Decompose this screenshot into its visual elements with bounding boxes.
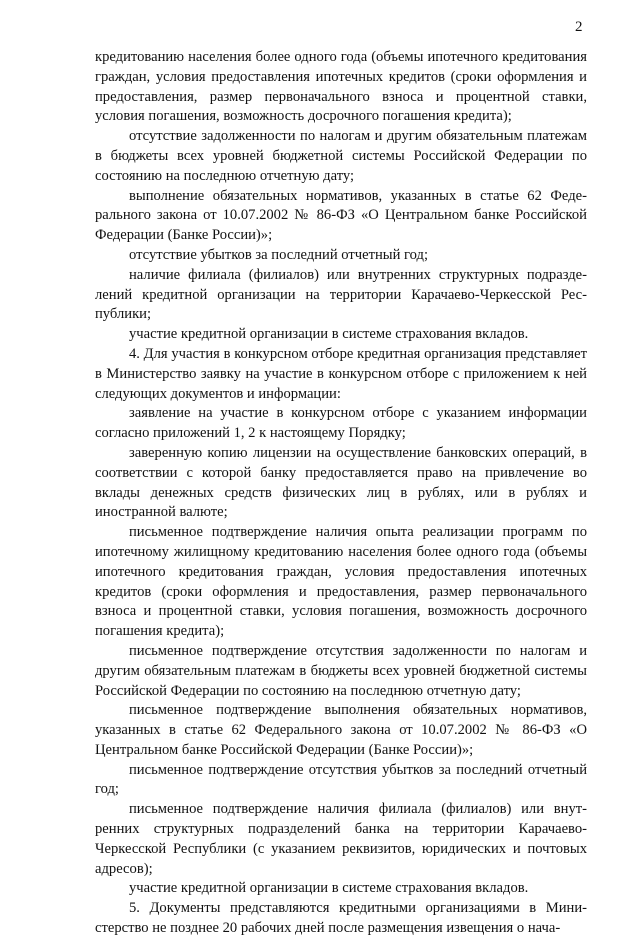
paragraph-mortgage-experience-confirmation: письменное подтверждение наличия опыта реализации программ по ипотечному жилищному кредитованию населения более одного года (объемы ипотечного кредитования граждан, условия предоставления ипотечных кредитов (сроки оформления и предоставления, размер первоначального взноса и процентной ставки, условия погашения, возможность досрочного погашения кредита); (95, 524, 587, 640)
paragraph-mandatory-norms: выполнение обязательных нормативов, указанных в статье 62 Федерального закона от 10.07.2002 № 86-ФЗ «О Центральном банке Российской Федерации (Банке России)»; (95, 187, 587, 244)
paragraph-application-statement: заявление на участие в конкурсном отборе с указанием информации согласно приложений 1, 2 к настоящему Порядку; (95, 405, 587, 442)
paragraph-branch-presence: наличие филиала (филиалов) или внутренних структурных подразделений кредитной организации на территории Карачаево-Черкесской Республики; (95, 266, 587, 323)
paragraph-license-copy: заверенную копию лицензии на осуществление банковских операций, в соответствии с которой банку предоставляется право на привлечение во вклады денежных средств физических лиц в рублях, или в рублях и иностранной валюте; (95, 444, 587, 521)
document-body (95, 48, 587, 939)
paragraph-section-4: 4. Для участия в конкурсном отборе кредитная организация представляет в Министерство заявку на участие в конкурсном отборе с приложением к ней следующих документов и информации: (95, 345, 587, 402)
paragraph-no-tax-debt-confirmation: письменное подтверждение отсутствия задолженности по налогам и другим обязательным платежам в бюджеты всех уровней бюджетной системы Российской Федерации по состоянию на последнюю отчетную дату; (95, 642, 587, 699)
paragraph-branch-confirmation: письменное подтверждение наличия филиала (филиалов) или внутренних структурных подразделений банка на территории Карачаево-Черкесской Республики (с указанием реквизитов, юридических и почтовых адресов); (95, 801, 587, 877)
paragraph-credit-experience-continued: кредитованию населения более одного года (объемы ипотечного кредитования граждан, условия предоставления ипотечных кредитов (сроки оформления и предоставления, размер первоначального взноса и процентной ставки, условия погашения, возможность досрочного погашения кредита); (95, 49, 587, 125)
page-number: 2 (575, 19, 583, 35)
paragraph-deposit-insurance: участие кредитной организации в системе страхования вкладов. (129, 326, 529, 343)
paragraph-no-losses-confirmation: письменное подтверждение отсутствия убытков за последний отчетный год; (95, 761, 587, 798)
paragraph-no-losses: отсутствие убытков за последний отчетный год; (129, 246, 429, 263)
paragraph-mandatory-norms-confirmation: письменное подтверждение выполнения обязательных нормативов, указанных в статье 62 Федерального закона от 10.07.2002 № 86-ФЗ «О Центральном банке Российской Федерации (Банке России)»; (95, 702, 587, 758)
paragraph-section-5: 5. Документы представляются кредитными организациями в Министерство не позднее 20 рабочих дней после размещения извещения о нача- (95, 900, 587, 937)
paragraph-deposit-insurance-2: участие кредитной организации в системе страхования вкладов. (129, 880, 529, 897)
paragraph-no-tax-debt: отсутствие задолженности по налогам и другим обязательным платежам в бюджеты всех уровней бюджетной системы Российской Федерации по состоянию на последнюю отчетную дату; (95, 128, 587, 184)
